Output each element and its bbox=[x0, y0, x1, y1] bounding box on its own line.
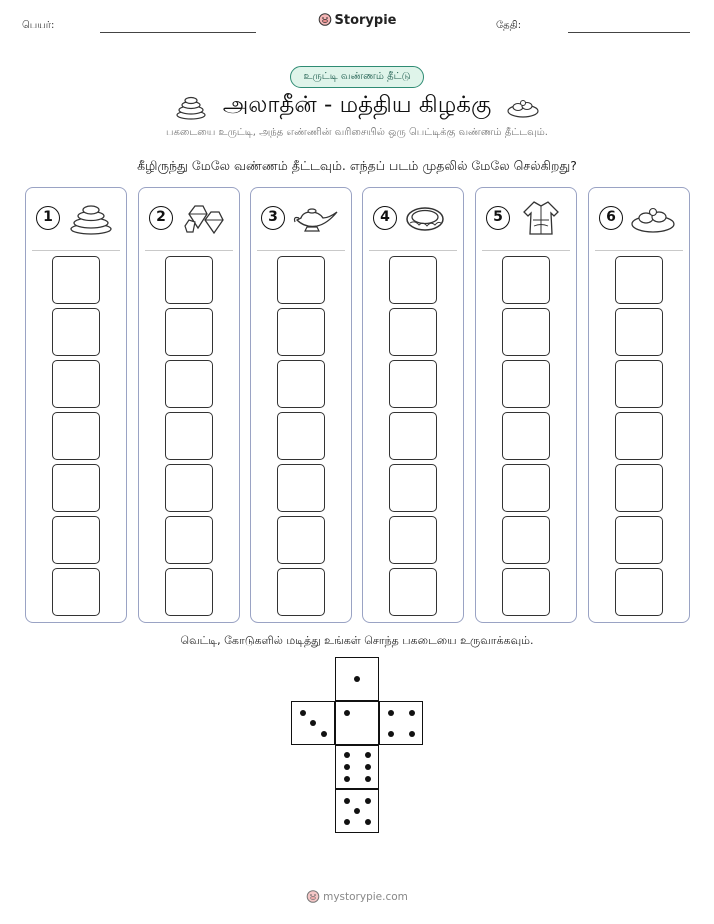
column-6 bbox=[588, 187, 690, 623]
column-divider bbox=[32, 250, 120, 251]
color-box[interactable] bbox=[277, 360, 325, 408]
color-box[interactable] bbox=[502, 308, 550, 356]
color-box[interactable] bbox=[502, 412, 550, 460]
color-box[interactable] bbox=[615, 412, 663, 460]
gems-icon bbox=[179, 200, 229, 236]
color-box[interactable] bbox=[52, 412, 100, 460]
column-2 bbox=[138, 187, 240, 623]
pip bbox=[365, 752, 371, 758]
pip bbox=[354, 676, 360, 682]
pip bbox=[344, 710, 350, 716]
color-box[interactable] bbox=[389, 464, 437, 512]
color-box[interactable] bbox=[277, 308, 325, 356]
color-box[interactable] bbox=[389, 256, 437, 304]
color-box[interactable] bbox=[389, 360, 437, 408]
die-face-left bbox=[291, 701, 335, 745]
column-divider bbox=[257, 250, 345, 251]
pip bbox=[310, 720, 316, 726]
footer bbox=[0, 889, 714, 903]
color-box[interactable] bbox=[502, 464, 550, 512]
color-box[interactable] bbox=[165, 464, 213, 512]
pip bbox=[344, 752, 350, 758]
pip bbox=[354, 808, 360, 814]
pig-mascot-icon bbox=[318, 12, 332, 26]
color-box[interactable] bbox=[502, 568, 550, 616]
column-4 bbox=[362, 187, 464, 623]
color-box[interactable] bbox=[165, 256, 213, 304]
treats-plate-icon bbox=[629, 200, 679, 236]
column-number: 1 bbox=[36, 206, 60, 230]
footer-link[interactable]: mystorypie.com bbox=[323, 891, 408, 903]
color-box[interactable] bbox=[52, 568, 100, 616]
color-box[interactable] bbox=[615, 360, 663, 408]
column-5 bbox=[475, 187, 577, 623]
name-line[interactable] bbox=[100, 32, 256, 33]
column-divider bbox=[369, 250, 457, 251]
pip bbox=[365, 798, 371, 804]
color-box[interactable] bbox=[165, 308, 213, 356]
color-box[interactable] bbox=[615, 568, 663, 616]
color-box[interactable] bbox=[52, 256, 100, 304]
pip bbox=[344, 819, 350, 825]
color-box[interactable] bbox=[52, 516, 100, 564]
die-face-right bbox=[379, 701, 423, 745]
color-box[interactable] bbox=[502, 516, 550, 564]
cut-instruction: வெட்டி, கோடுகளில் மடித்து உங்கள் சொந்த பகடையை உருவாக்கவும். bbox=[180, 634, 534, 647]
die-face-top bbox=[335, 657, 379, 701]
column-divider bbox=[482, 250, 570, 251]
column-1 bbox=[25, 187, 127, 623]
color-box[interactable] bbox=[615, 256, 663, 304]
column-number: 2 bbox=[149, 206, 173, 230]
robe-icon bbox=[516, 200, 566, 236]
brand bbox=[0, 12, 714, 28]
color-box[interactable] bbox=[615, 308, 663, 356]
color-box[interactable] bbox=[389, 412, 437, 460]
bracelet-icon bbox=[403, 200, 453, 236]
column-divider bbox=[595, 250, 683, 251]
pig-mascot-icon bbox=[306, 889, 320, 903]
column-number: 5 bbox=[486, 206, 510, 230]
color-box[interactable] bbox=[389, 308, 437, 356]
color-box[interactable] bbox=[52, 360, 100, 408]
column-divider bbox=[145, 250, 233, 251]
pip bbox=[365, 819, 371, 825]
pip bbox=[409, 731, 415, 737]
color-box[interactable] bbox=[502, 360, 550, 408]
color-box[interactable] bbox=[615, 516, 663, 564]
color-box[interactable] bbox=[165, 568, 213, 616]
color-box[interactable] bbox=[277, 568, 325, 616]
die-face-center bbox=[335, 701, 379, 745]
page-title: அலாதீன் - மத்திய கிழக்கு bbox=[222, 92, 492, 118]
die-face-lower bbox=[335, 745, 379, 789]
color-box[interactable] bbox=[52, 308, 100, 356]
pip bbox=[388, 731, 394, 737]
pip bbox=[388, 710, 394, 716]
brand-name: Storypie bbox=[334, 13, 397, 28]
color-box[interactable] bbox=[165, 360, 213, 408]
column-number: 6 bbox=[599, 206, 623, 230]
color-box[interactable] bbox=[277, 412, 325, 460]
pip bbox=[300, 710, 306, 716]
pip bbox=[321, 731, 327, 737]
color-box[interactable] bbox=[277, 464, 325, 512]
pip bbox=[409, 710, 415, 716]
pip bbox=[365, 776, 371, 782]
question: கீழிருந்து மேலே வண்ணம் தீட்டவும். எந்தப் படம் முதலில் மேலே செல்கிறது? bbox=[137, 158, 577, 173]
color-box[interactable] bbox=[389, 516, 437, 564]
coins-pile-icon bbox=[66, 200, 116, 236]
activity-badge: உருட்டி வண்ணம் தீட்டு bbox=[290, 66, 424, 88]
magic-lamp-icon bbox=[291, 200, 341, 236]
treats-plate-icon bbox=[506, 94, 540, 120]
color-box[interactable] bbox=[52, 464, 100, 512]
name-label: பெயர்: bbox=[22, 20, 55, 31]
instructions: பகடையை உருட்டி, அந்த எண்ணின் வரிசையில் ஒரு பெட்டிக்கு வண்ணம் தீட்டவும். bbox=[166, 127, 548, 138]
color-box[interactable] bbox=[277, 256, 325, 304]
color-box[interactable] bbox=[502, 256, 550, 304]
color-box[interactable] bbox=[165, 516, 213, 564]
pip bbox=[344, 798, 350, 804]
column-number: 3 bbox=[261, 206, 285, 230]
color-box[interactable] bbox=[165, 412, 213, 460]
die-face-bottom bbox=[335, 789, 379, 833]
color-box[interactable] bbox=[277, 516, 325, 564]
pip bbox=[344, 776, 350, 782]
column-number: 4 bbox=[373, 206, 397, 230]
pip bbox=[365, 764, 371, 770]
color-box[interactable] bbox=[615, 464, 663, 512]
pip bbox=[344, 764, 350, 770]
date-line[interactable] bbox=[568, 32, 690, 33]
date-label: தேதி: bbox=[496, 20, 522, 31]
column-3 bbox=[250, 187, 352, 623]
color-box[interactable] bbox=[389, 568, 437, 616]
